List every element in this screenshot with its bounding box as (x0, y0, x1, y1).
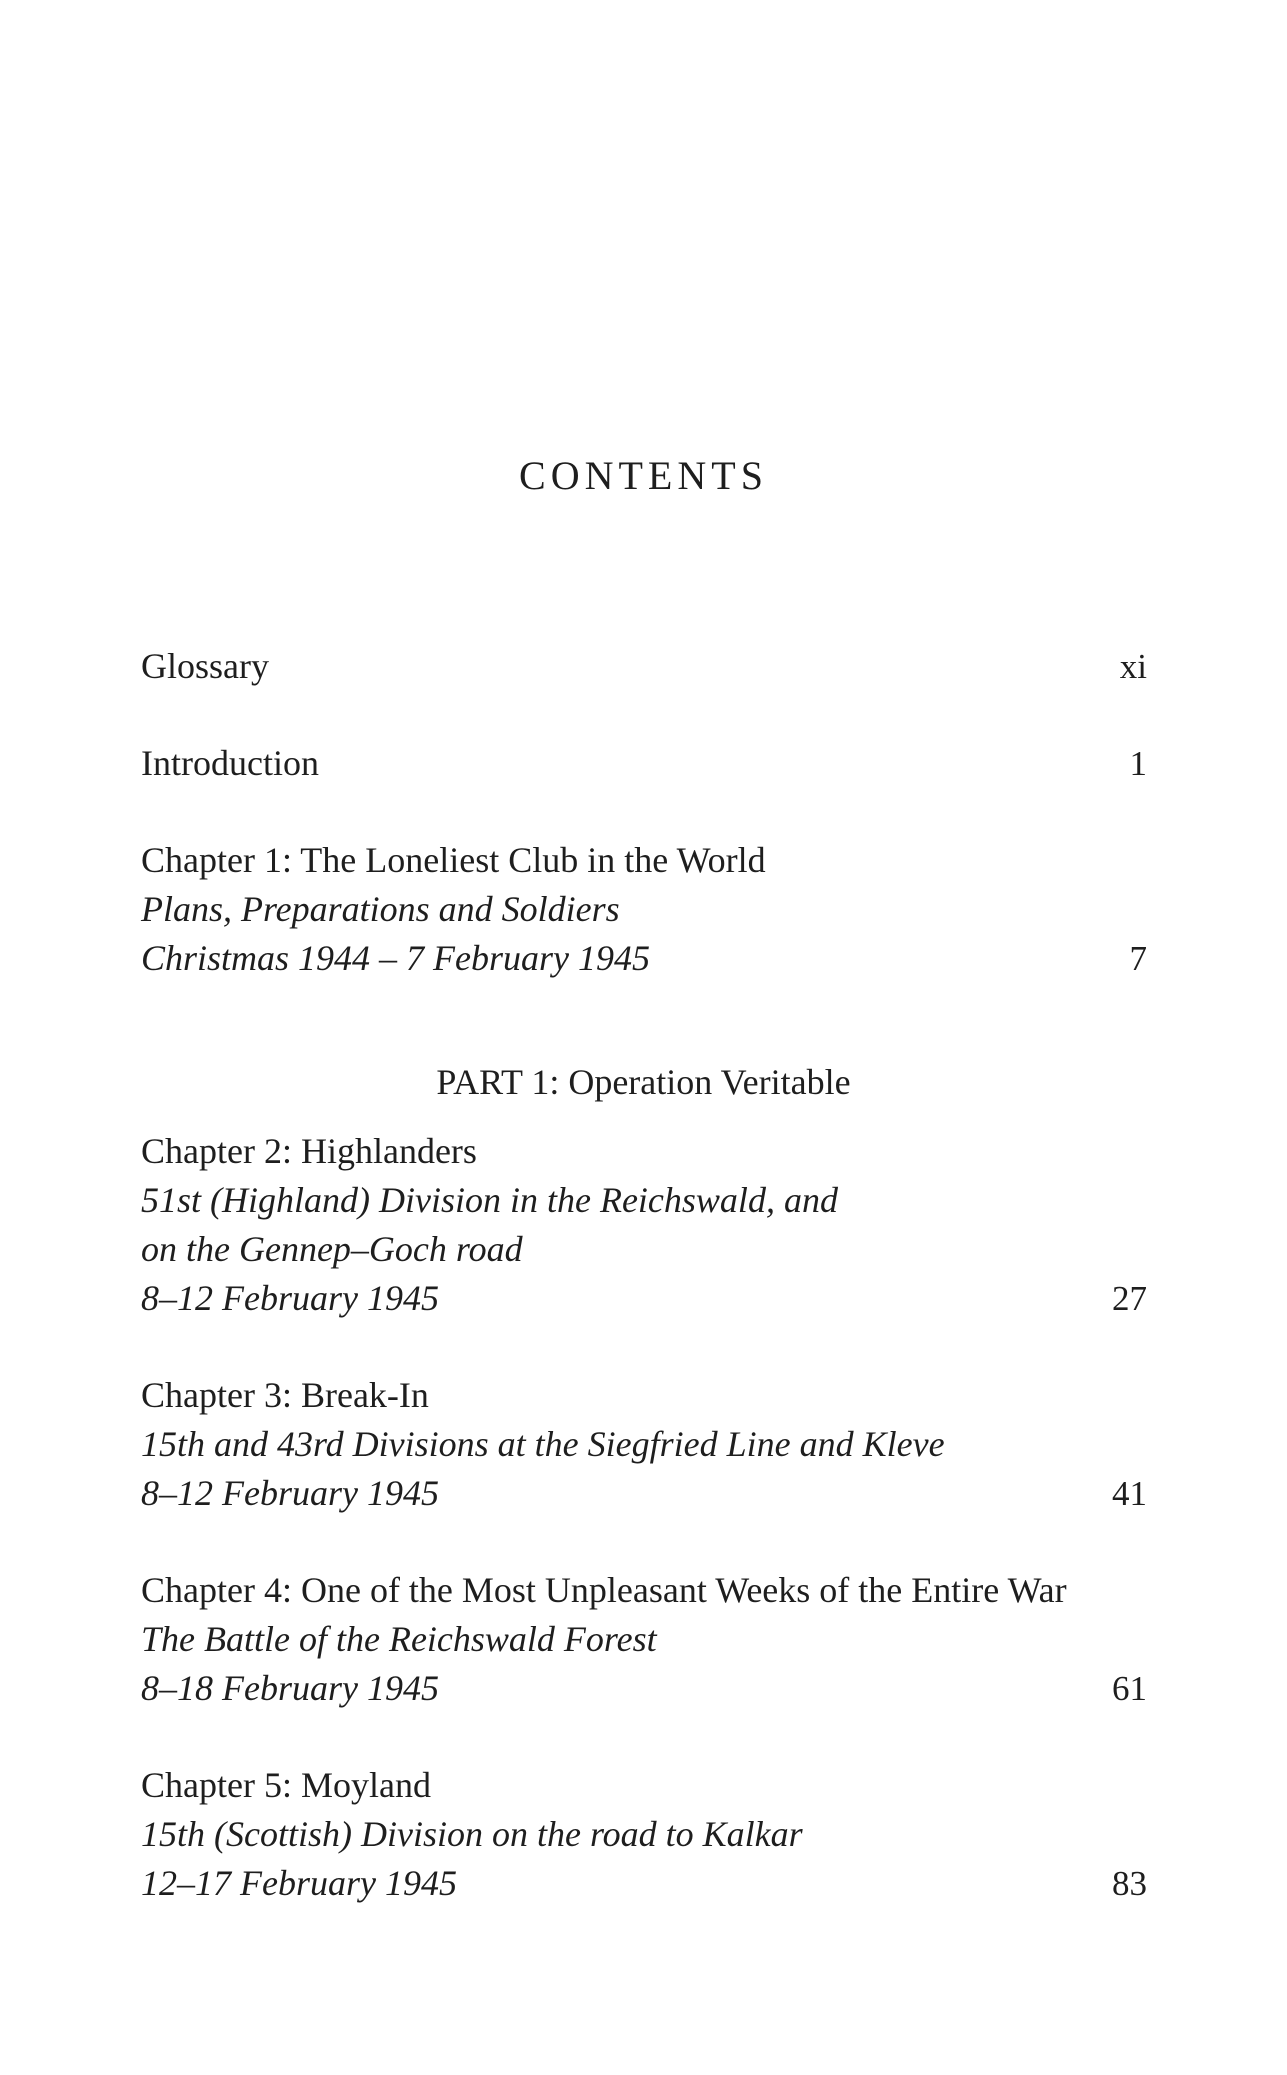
toc-chapter-subtitle: The Battle of the Reichswald Forest (141, 1619, 657, 1659)
toc-page-number: 27 (1112, 1279, 1147, 1318)
toc-page-number: 7 (1129, 939, 1147, 978)
toc-entry-line (141, 642, 1147, 691)
toc-chapter-date-range: Christmas 1944 – 7 February 1945 (141, 938, 651, 978)
toc-chapter-title: Chapter 1: The Loneliest Club in the World (141, 840, 766, 880)
toc-chapter-subtitle: on the Gennep–Goch road (141, 1229, 523, 1269)
toc-page-number: 1 (1129, 744, 1147, 783)
toc-chapter-dates (141, 1664, 1147, 1713)
toc-entry-title: Introduction (141, 743, 319, 783)
toc-chapter-date-range: 8–12 February 1945 (141, 1473, 439, 1513)
toc-entry-glossary (141, 642, 1147, 691)
toc-page-number: 61 (1112, 1669, 1147, 1708)
toc-chapter-title: Chapter 4: One of the Most Unpleasant Weeks of the Entire War (141, 1570, 1067, 1610)
toc-chapter-dates (141, 1469, 1147, 1518)
toc-entry-chapter-4 (141, 1566, 1147, 1713)
toc-entry-line (141, 739, 1147, 788)
toc-chapter-date-range: 8–12 February 1945 (141, 1278, 439, 1318)
toc-chapter-subtitle: Plans, Preparations and Soldiers (141, 889, 620, 929)
toc-page-number: xi (1119, 647, 1147, 686)
toc-chapter-title: Chapter 3: Break-In (141, 1375, 429, 1415)
part-heading: PART 1: Operation Veritable (436, 1062, 851, 1102)
toc-entry-title: Glossary (141, 646, 269, 686)
toc-chapter-subtitle: 15th (Scottish) Division on the road to Kalkar (141, 1814, 803, 1854)
toc-chapter-subtitle: 15th and 43rd Divisions at the Siegfried Line and Kleve (141, 1424, 945, 1464)
toc-chapter-dates (141, 934, 1147, 983)
toc-chapter-date-range: 8–18 February 1945 (141, 1668, 439, 1708)
toc-chapter-dates (141, 1859, 1147, 1908)
toc-chapter-dates (141, 1274, 1147, 1323)
toc-page-number: 41 (1112, 1474, 1147, 1513)
toc-chapter-title: Chapter 2: Highlanders (141, 1131, 477, 1171)
toc-entry-chapter-1 (141, 836, 1147, 983)
toc-chapter-date-range: 12–17 February 1945 (141, 1863, 457, 1903)
toc-entry-introduction (141, 739, 1147, 788)
toc-page-number: 83 (1112, 1864, 1147, 1903)
contents-heading: CONTENTS (519, 453, 768, 498)
toc-chapter-title: Chapter 5: Moyland (141, 1765, 431, 1805)
toc-entry-chapter-2 (141, 1127, 1147, 1323)
toc-entry-chapter-3 (141, 1371, 1147, 1518)
toc-chapter-subtitle: 51st (Highland) Division in the Reichswald, and (141, 1180, 838, 1220)
toc-entry-chapter-5 (141, 1761, 1147, 1908)
